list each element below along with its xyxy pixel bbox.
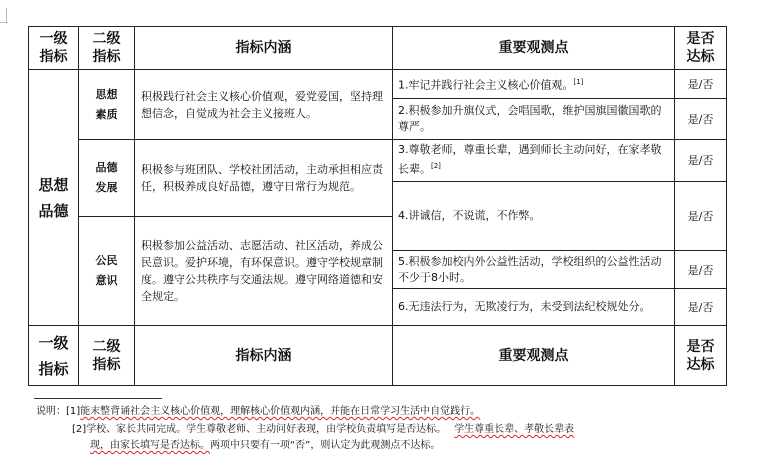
header-level1: 一级 指标 — [29, 27, 79, 70]
result-cell: 是/否 — [675, 181, 727, 251]
page-corner-mark — [6, 8, 7, 22]
result-cell: 是/否 — [675, 70, 727, 99]
footnote-2-cont: 现，由家长填写是否达标。两项中只要有一项“否”，则认定为此观测点不达标。 — [90, 440, 441, 451]
page-corner-mark — [0, 22, 8, 23]
header-content: 指标内涵 — [135, 27, 393, 70]
result-cell: 是/否 — [675, 251, 727, 289]
table-row — [29, 139, 727, 181]
observation-cell: 3.尊敬老师，尊重长辈，遇到师长主动问好，在家孝敬长辈。[2] — [393, 139, 675, 181]
header-observation: 重要观测点 — [393, 326, 675, 386]
result-cell: 是/否 — [675, 289, 727, 326]
footnote-2: [2]学校、家长共同完成。学生尊敬老师、主动问好表现，由学校负责填写是否达标。 学生尊重长辈、孝敬长辈表 — [72, 424, 575, 435]
header-result: 是否 达标 — [675, 27, 727, 70]
observation-cell: 6.无违法行为，无欺凌行为，未受到法纪校规处分。 — [393, 289, 675, 326]
result-cell: 是/否 — [675, 139, 727, 181]
header-level2: 二级 指标 — [79, 326, 135, 386]
observation-cell: 2.积极参加升旗仪式，会唱国歌，维护国旗国徽国歌的尊严。 — [393, 98, 675, 139]
header-observation: 重要观测点 — [393, 27, 675, 70]
header-level1: 一级 指标 — [29, 326, 79, 386]
header-content: 指标内涵 — [135, 326, 393, 386]
table-header-row — [29, 27, 727, 70]
header-level2: 二级 指标 — [79, 27, 135, 70]
result-cell: 是/否 — [675, 98, 727, 139]
level2-cell-morality: 品德 发展 — [79, 139, 135, 216]
level2-cell-citizen: 公民 意识 — [79, 216, 135, 326]
level1-cell: 思想 品德 — [29, 70, 79, 326]
level2-cell-thought: 思想 素质 — [79, 70, 135, 140]
table-footer-header-row — [29, 326, 727, 386]
footnote-1: 说明：[1]能末整背诵社会主义核心价值观，理解核心价值观内涵，并能在日常学习生活中自觉践行。 — [36, 406, 481, 417]
header-result: 是否 达标 — [675, 326, 727, 386]
content-cell: 积极参加公益活动、志愿活动、社区活动，养成公民意识。爱护环境，有环保意识。遵守学校规章制度。遵守公共秩序与交通法规。遵守网络道德和安全规定。 — [135, 216, 393, 326]
observation-cell: 1.牢记并践行社会主义核心价值观。[1] — [393, 70, 675, 99]
footnote-separator — [34, 398, 162, 399]
table-row — [29, 70, 727, 99]
evaluation-table — [28, 26, 727, 386]
content-cell: 积极践行社会主义核心价值观，爱党爱国，坚持理想信念，自觉成为社会主义接班人。 — [135, 70, 393, 140]
content-cell: 积极参与班团队、学校社团活动，主动承担相应责任，积极养成良好品德，遵守日常行为规范。 — [135, 139, 393, 216]
observation-cell: 5.积极参加校内外公益性活动，学校组织的公益性活动不少于8小时。 — [393, 251, 675, 289]
observation-cell: 4.讲诚信，不说谎，不作弊。 — [393, 181, 675, 251]
